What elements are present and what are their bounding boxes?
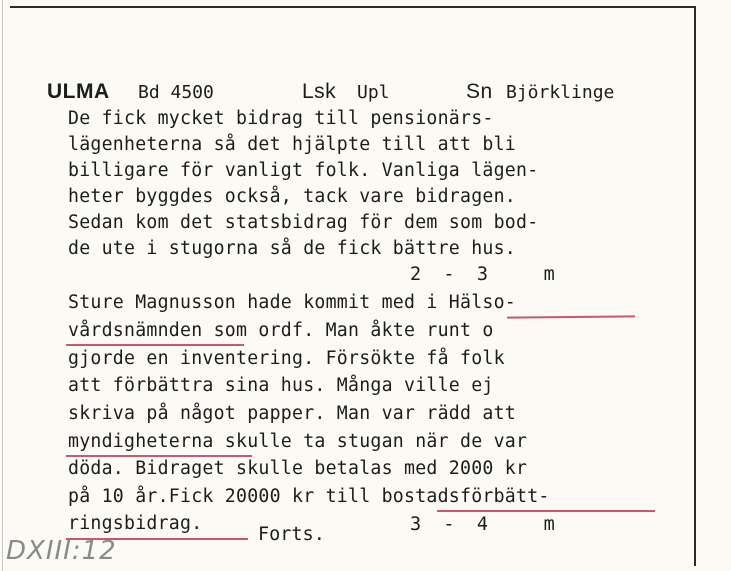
text-line: på 10 år.Fick 20000 kr till bostadsförbätt-	[68, 486, 550, 507]
handwritten-signature: DXIII:12	[6, 536, 117, 566]
text-line: lägenheterna så det hjälpte till att bli	[68, 134, 516, 155]
text-line: skriva på något papper. Man var rädd att	[68, 403, 516, 424]
lsk-label: Lsk	[302, 80, 337, 103]
lsk-value: Upl	[357, 82, 390, 103]
card-border-top	[10, 6, 696, 8]
text-line: döda. Bidraget skulle betalas med 2000 kr	[68, 458, 528, 479]
bd-number: Bd 4500	[138, 82, 214, 103]
underline-myndigheterna	[66, 455, 252, 457]
underline-vardsnamnden	[66, 344, 244, 346]
text-line: gjorde en inventering. Försökte få folk	[68, 348, 505, 369]
text-line: Sture Magnusson hade kommit med i Hälso-	[68, 292, 516, 313]
underline-halso	[507, 315, 635, 318]
page-reference-1: 2 - 3 m	[410, 264, 555, 285]
text-line: billigare för vanligt folk. Vanliga lägen-	[68, 160, 539, 181]
underline-bostadsforbatt	[437, 510, 655, 512]
text-line: De fick mycket bidrag till pensionärs-	[68, 108, 494, 129]
text-line: ringsbidrag.	[68, 513, 203, 534]
text-line: myndigheterna skulle ta stugan när de var	[68, 431, 528, 452]
text-line: Sedan kom det statsbidrag för dem som bod-	[68, 212, 539, 233]
sn-value: Björklinge	[506, 82, 615, 103]
text-line: de ute i stugorna så de fick bättre hus.	[68, 238, 516, 259]
page-reference-2: 3 - 4 m	[410, 514, 555, 535]
sn-label: Sn	[466, 80, 493, 103]
card-header	[0, 80, 731, 108]
continued-note: Forts.	[258, 524, 325, 545]
text-line: vårdsnämnden som ordf. Man åkte runt o	[68, 320, 494, 341]
text-line: att förbättra sina hus. Många ville ej	[68, 375, 494, 396]
archive-code: ULMA	[47, 80, 110, 103]
text-line: heter byggdes också, tack vare bidragen.	[68, 186, 516, 207]
